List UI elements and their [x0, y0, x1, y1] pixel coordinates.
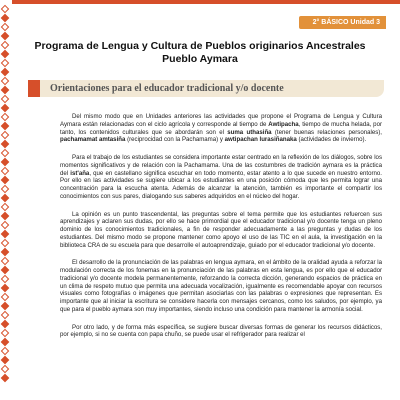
- top-accent-bar: [12, 0, 400, 4]
- program-title: Programa de Lengua y Cultura de Pueblos originarios Ancestrales: [34, 40, 366, 52]
- paragraph-5: Por otro lado, y de forma más específica, se sugiere buscar diversas formas de generar los recursos didácticos, por ejemplo, si no se cuenta con papa chuño, se puede usar el refrigerador para realizar el: [60, 323, 382, 339]
- section-title: Orientaciones para el educador tradicional y/o docente: [50, 83, 284, 94]
- grade-unit-badge: 2° BÁSICO Unidad 3: [299, 16, 386, 29]
- paragraph-3: La opinión es un punto trascendental, las preguntas sobre el tema permite que los estudiantes refuercen sus aprendizajes y aclaren sus dudas, por ello se hace primordial que el educador tradicional y/o docente tenga un pleno dominio de los conocimientos tradicionales, a fin de responder adecuadamente a las preguntas y dudas de los estudiantes. Del mismo modo se propone mantener como apoyo el uso de las TIC en el aula, la investigación en la biblioteca CRA de su escuela para que desarrolle el autoaprendizaje, guiado por el educador tradicional y/o docente.: [60, 210, 382, 249]
- left-decorative-border: [0, 6, 10, 400]
- guidance-body: [60, 113, 382, 349]
- paragraph-4: El desarrollo de la pronunciación de las palabras en lengua aymara, en el ámbito de la oralidad ayuda a reforzar la modulación correcta de los fonemas en la pronunciación de las palabras en esta lengua, es por ello que el educador tradicional y/o docente modela permanentemente, reforzando la correcta dicción, generando espacios de práctica en un clima de respeto mutuo que permita una adecuada vocalización, igualmente es recomendable apoyar con recursos visuales como fotografías o imágenes que permitan asociarlas con las palabras o expresiones que representan. Es importante que al iniciar la escritura se considere hacerla con mensajes cercanos, como los saludos, por ejemplo, ya que para el pueblo aymara son muy importantes, siendo incluso una condición para mantener la armonía social.: [60, 259, 382, 313]
- section-banner: [40, 80, 384, 97]
- paragraph-1: Del mismo modo que en Unidades anteriores las actividades que propone el Programa de Lengua y Cultura Aymara están relacionadas con el ciclo agrícola y corresponde al tiempo de Awtipacha, tiempo de mucha helada, por tanto, los contenidos culturales que se abordarán son el suma uthasiña (tener buenas relaciones personales), pachamamat amtasiña (reciprocidad con la Pachamama) y awtipachan lurasiñanaka (actividades de invierno).: [60, 113, 382, 144]
- paragraph-2: Para el trabajo de los estudiantes se considera importante estar centrado en la reflexión de los diálogos, sobre los momentos significativos y de relación con la Pachamama. Una de las costumbres de tradición aymara es la práctica del ist'aña, que en castellano significa escuchar en todo momento, estar atento a lo que sucede en nuestro entorno. Por ello en las actividades se sugiere ubicar a los estudiantes en una posición cómoda que les permita lograr una concentración para la escucha atenta. Además de alcanzar la atención, también es importante el compartir los conocimientos con sus pares, dialogando sus saberes adquiridos en el núcleo del hogar.: [60, 154, 382, 200]
- page-header: [20, 40, 380, 66]
- people-title: Pueblo Aymara: [162, 53, 238, 65]
